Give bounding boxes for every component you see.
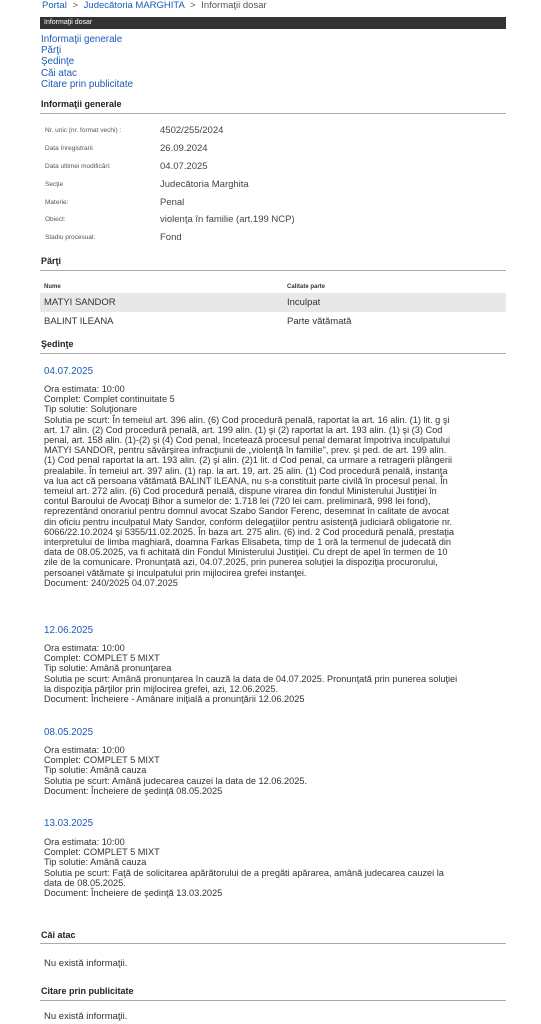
party-role: Inculpat — [287, 297, 321, 308]
nav-link-citations[interactable]: Citare prin publicitate — [41, 78, 134, 90]
nav-link-general[interactable]: Informaţii generale — [41, 34, 123, 45]
citations-empty-message: Nu există informaţii. — [44, 1011, 128, 1022]
party-role: Parte vătămată — [287, 316, 352, 327]
hearing-document: Document: Încheiere de şedinţă 08.05.2025 — [44, 785, 223, 796]
appeals-empty-message: Nu există informaţii. — [44, 958, 128, 969]
hearing-summary-line: reprezentând onorariul pentru domnul avocat Szabo Sandor Ferenc, desemnat în calitate de avocat — [44, 506, 450, 517]
hearing-solution-type: Tip solutie: Amână cauza — [44, 857, 147, 868]
citations-section-divider — [40, 1000, 506, 1001]
hearing-summary-line: persoanei vătămate şi inculpatului prin mijlocirea grefei instanţei. — [44, 567, 307, 578]
general-section-title: Informaţii generale — [41, 99, 122, 109]
hearing-summary-line: zile de la comunicare. Pronunţată azi, 04.07.2025, prin punerea soluţiei la dispoziţia procurorului, — [44, 557, 438, 568]
last-modified-label: Data ultimei modificări: — [45, 163, 111, 170]
hearing-summary-line: data de 08.05.2025, va fi achitată din Fondul Ministerului Justiţiei. Cu drept de apel în termen de 10 — [44, 547, 448, 558]
matter-label: Materie: — [45, 199, 69, 206]
case-number-value: 4502/255/2024 — [160, 125, 224, 136]
parties-name-header: Nume — [44, 284, 61, 290]
appeals-section-title: Căi atac — [41, 930, 76, 940]
parties-role-header: Calitate parte — [287, 284, 326, 290]
registration-date-value: 26.09.2024 — [160, 143, 208, 154]
breadcrumb-separator: > — [189, 0, 196, 11]
registration-date-label: Data înregistrarii — [45, 145, 93, 152]
nav-link-parties[interactable]: Părţi — [41, 45, 62, 57]
hearing-summary-line: contul Baroului de Avocaţi Bihor a sumelor de: 1.718 lei (720 lei cam. preliminară, 998 lei fond), — [44, 496, 431, 507]
object-value: violenţa în familie (art.199 NCP) — [160, 214, 295, 225]
hearing-summary-line: (1) Cod penal raportat la art. 193 alin. (2) şi alin. (2)1 lit. d Cod penal, ca urmare a retragerii plângerii — [44, 455, 453, 466]
hearing-date: 04.07.2025 — [44, 366, 94, 377]
section-value: Judecătoria Marghita — [160, 179, 249, 190]
hearing-details — [44, 837, 499, 898]
hearing-solution-type: Tip solutie: Soluţionare — [44, 404, 138, 415]
breadcrumb-separator: > — [72, 0, 79, 11]
hearing-summary-line: Solutia pe scurt: Amână pronunţarea în cauză la data de 04.07.2025. Pronunţată prin punerea soluţiei — [44, 673, 458, 684]
hearing-summary-line: penal, art. 158 alin. (1)-(2) şi (4) Cod penal, încetează procesul penal demarat împotriva inculpatului — [44, 435, 450, 446]
object-label: Obiect: — [45, 216, 66, 223]
hearing-summary-line: Solutia pe scurt: În temeiul art. 396 alin. (6) Cod procedură penală, raportat la art. 16 alin. (1) lit. g şi — [44, 414, 450, 425]
hearing-time: Ora estimata: 10:00 — [44, 643, 125, 653]
hearing-date: 13.03.2025 — [44, 818, 94, 829]
hearing-date: 12.06.2025 — [44, 625, 94, 636]
stage-value: Fond — [160, 232, 182, 243]
hearing-time: Ora estimata: 10:00 — [44, 837, 125, 847]
hearing-summary-line: temeiul art. 272 alin. (6) Cod procedură penală, dispune virarea din fondul Ministerului Justiţiei în — [44, 486, 437, 497]
hearing-solution-type: Tip solutie: Amână pronunţarea — [44, 663, 172, 674]
hearings-section-title: Şedinţe — [41, 339, 74, 349]
hearing-panel: Complet: Complet continuitate 5 — [44, 394, 175, 405]
party-row — [40, 293, 506, 312]
hearing-summary-line: Solutia pe scurt: Faţă de solicitarea apărătorului de a pregăti apărarea, amână judecarea cauzei la — [44, 867, 444, 878]
hearing-panel: Complet: COMPLET 5 MIXT — [44, 847, 160, 858]
hearing-document: Document: 240/2025 04.07.2025 — [44, 577, 178, 588]
breadcrumb — [42, 0, 267, 11]
hearing-summary-line: Solutia pe scurt: Amână judecarea cauzei la data de 12.06.2025. — [44, 775, 308, 786]
breadcrumb-portal-link[interactable]: Portal — [42, 0, 67, 11]
hearing-time: Ora estimata: 10:00 — [44, 745, 125, 755]
hearing-solution-type: Tip solutie: Amână cauza — [44, 765, 147, 776]
section-label: Secţie — [45, 181, 64, 188]
hearing-summary-line: 6066/22.10.2024 şi 5355/11.02.2025. În baza art. 275 alin. (6) ind. 2 Cod procedură penală, prestaţia — [44, 526, 454, 537]
last-modified-value: 04.07.2025 — [160, 161, 208, 172]
party-name: MATYI SANDOR — [44, 297, 116, 308]
hearing-details — [44, 643, 499, 704]
hearing-summary-line: la dispoziţia părţilor prin mijlocirea grefei, azi, 12.06.2025. — [44, 683, 278, 694]
hearing-panel: Complet: COMPLET 5 MIXT — [44, 755, 160, 766]
hearings-section-divider — [40, 353, 506, 354]
case-number-label: Nr. unic (nr. format vechi) : — [45, 127, 122, 134]
hearing-summary-line: data de 08.05.2025. — [44, 877, 126, 888]
hearing-summary-line: din oficiu pentru inculpatul Maty Sandor, conform delegaţiilor pentru asistenţă judiciară obligatorie nr. — [44, 516, 453, 527]
hearing-summary-line: va lua act că persoana vătămată BALINT ILEANA, nu s-a constituit parte civilă în procesul penal. În — [44, 475, 448, 486]
hearing-date: 08.05.2025 — [44, 727, 94, 738]
parties-section-divider — [40, 270, 506, 271]
general-section-divider — [40, 113, 506, 114]
nav-link-appeals[interactable]: Căi atac — [41, 67, 77, 79]
hearing-summary-line: art. 17 alin. (2) Cod procedură penală, art. 199 alin. (1) şi (2) raportat la art. 193 alin. (1) şi (3) Cod — [44, 424, 443, 435]
hearing-details — [44, 745, 499, 796]
hearing-summary-line: interpretului de limba maghiară, doamna Farkas Elisabeta, timp de 1 oră la termenul de judecată din — [44, 537, 452, 548]
breadcrumb-current: Informaţii dosar — [201, 0, 267, 11]
hearing-summary-line: MATYI SANDOR, pentru săvârşirea infracţiunii de „violenţă în familie", prev. şi ped. de art. 199 alin. — [44, 445, 447, 456]
nav-link-hearings[interactable]: Şedinţe — [41, 56, 75, 68]
hearing-time: Ora estimata: 10:00 — [44, 384, 125, 394]
section-nav — [41, 34, 133, 90]
hearing-document: Document: Încheiere - Amânare iniţială a pronunţării 12.06.2025 — [44, 694, 305, 705]
breadcrumb-court-link[interactable]: Judecătoria MARGHITA — [83, 0, 185, 11]
matter-value: Penal — [160, 197, 185, 208]
party-row — [40, 312, 506, 331]
hearing-document: Document: Încheiere de şedinţă 13.03.2025 — [44, 888, 223, 899]
stage-label: Stadiu procesual: — [45, 234, 96, 241]
party-name: BALINT ILEANA — [44, 316, 114, 327]
appeals-section-divider — [40, 943, 506, 944]
case-info-header-bar: Informaţii dosar — [40, 17, 506, 29]
hearing-summary-line: prealabile. În temeiul art. 397 alin. (1) rap. la art. 19, art. 25 alin. (1) Cod procedură penală, instanţa — [44, 465, 448, 476]
hearing-details — [44, 384, 499, 588]
parties-section-title: Părţi — [41, 256, 62, 266]
citations-section-title: Citare prin publicitate — [41, 986, 134, 996]
hearing-panel: Complet: COMPLET 5 MIXT — [44, 653, 160, 664]
